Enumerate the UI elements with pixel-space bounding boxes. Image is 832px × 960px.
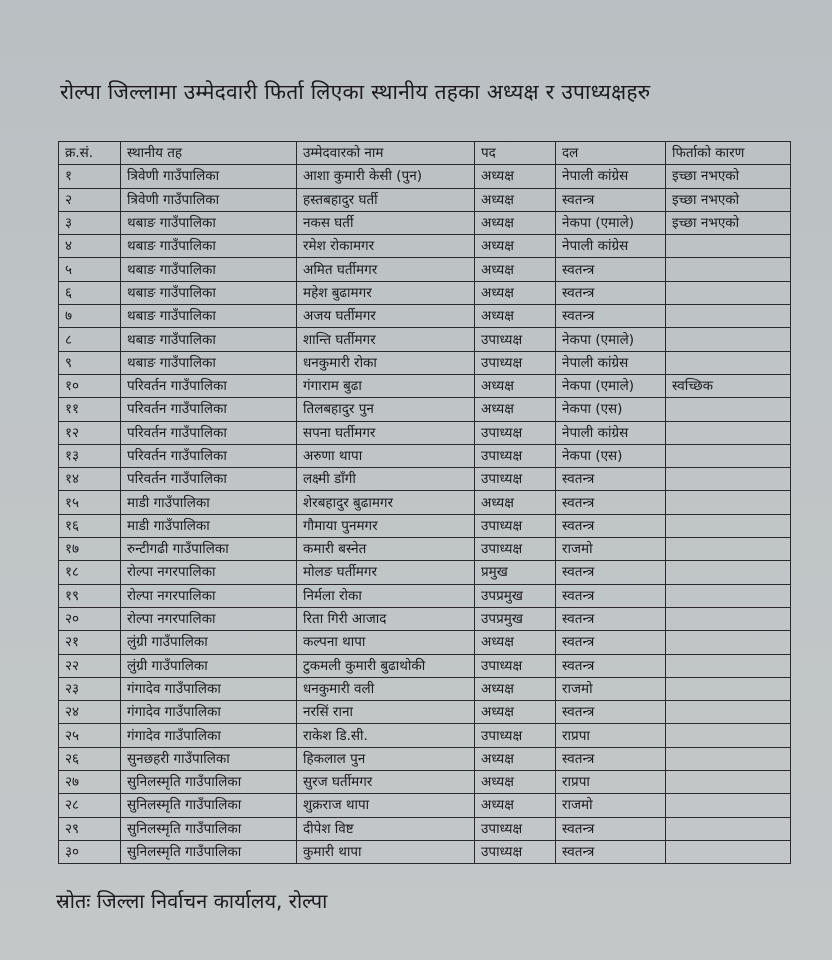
cell-withdrawal-reason — [666, 584, 791, 607]
cell-serial: १७ — [59, 538, 121, 561]
cell-party: स्वतन्त्र — [556, 188, 666, 211]
cell-serial: ३० — [59, 840, 121, 863]
cell-party: स्वतन्त्र — [556, 631, 666, 654]
cell-party: राजमो — [556, 538, 666, 561]
cell-post: अध्यक्ष — [475, 794, 556, 817]
cell-local-level: लुंग्री गाउँपालिका — [121, 654, 297, 677]
cell-post: अध्यक्ष — [475, 747, 556, 770]
table-row — [59, 351, 791, 374]
column-header-candidate-name: उम्मेदवारको नाम — [297, 142, 475, 165]
cell-post: उपप्रमुख — [475, 584, 556, 607]
cell-candidate-name: नरसिं राना — [297, 701, 475, 724]
cell-candidate-name: अमित घर्तीमगर — [297, 258, 475, 281]
cell-post: उपाध्यक्ष — [475, 468, 556, 491]
cell-serial: २२ — [59, 654, 121, 677]
cell-local-level: सुनछहरी गाउँपालिका — [121, 747, 297, 770]
cell-local-level: माडी गाउँपालिका — [121, 514, 297, 537]
cell-serial: २९ — [59, 817, 121, 840]
cell-party: राप्रपा — [556, 771, 666, 794]
cell-candidate-name: अजय घर्तीमगर — [297, 305, 475, 328]
cell-party: स्वतन्त्र — [556, 840, 666, 863]
column-header-local-level: स्थानीय तह — [121, 142, 297, 165]
cell-withdrawal-reason — [666, 305, 791, 328]
cell-serial: २३ — [59, 677, 121, 700]
cell-party: स्वतन्त्र — [556, 817, 666, 840]
cell-post: अध्यक्ष — [475, 281, 556, 304]
cell-candidate-name: तिलबहादुर पुन — [297, 398, 475, 421]
cell-party: राजमो — [556, 677, 666, 700]
cell-local-level: थबाङ गाउँपालिका — [121, 351, 297, 374]
cell-withdrawal-reason: इच्छा नभएको — [666, 165, 791, 188]
cell-post: उपाध्यक्ष — [475, 538, 556, 561]
cell-local-level: गंगादेव गाउँपालिका — [121, 724, 297, 747]
cell-serial: २० — [59, 607, 121, 630]
table-row — [59, 654, 791, 677]
cell-post: उपाध्यक्ष — [475, 444, 556, 467]
cell-post: अध्यक्ष — [475, 211, 556, 234]
cell-serial: २६ — [59, 747, 121, 770]
table-row — [59, 491, 791, 514]
cell-party: नेपाली कांग्रेस — [556, 421, 666, 444]
column-header-post: पद — [475, 142, 556, 165]
table-row — [59, 258, 791, 281]
cell-serial: ६ — [59, 281, 121, 304]
cell-post: उपाध्यक्ष — [475, 817, 556, 840]
cell-serial: १२ — [59, 421, 121, 444]
table-row — [59, 328, 791, 351]
cell-local-level: परिवर्तन गाउँपालिका — [121, 421, 297, 444]
cell-post: अध्यक्ष — [475, 701, 556, 724]
cell-candidate-name: निर्मला रोका — [297, 584, 475, 607]
cell-candidate-name: कुमारी थापा — [297, 840, 475, 863]
cell-post: प्रमुख — [475, 561, 556, 584]
column-header-withdrawal-reason: फिर्ताको कारण — [666, 142, 791, 165]
cell-withdrawal-reason — [666, 724, 791, 747]
cell-post: उपाध्यक्ष — [475, 724, 556, 747]
table-row — [59, 305, 791, 328]
cell-serial: १९ — [59, 584, 121, 607]
cell-withdrawal-reason — [666, 235, 791, 258]
cell-party: नेपाली कांग्रेस — [556, 165, 666, 188]
cell-serial: १८ — [59, 561, 121, 584]
cell-candidate-name: आशा कुमारी केसी (पुन) — [297, 165, 475, 188]
cell-party: नेकपा (एस) — [556, 444, 666, 467]
cell-local-level: त्रिवेणी गाउँपालिका — [121, 165, 297, 188]
cell-withdrawal-reason: स्वच्छिक — [666, 374, 791, 397]
cell-post: अध्यक्ष — [475, 235, 556, 258]
cell-party: स्वतन्त्र — [556, 584, 666, 607]
cell-serial: ८ — [59, 328, 121, 351]
cell-candidate-name: हस्तबहादुर घर्ती — [297, 188, 475, 211]
cell-serial: ३ — [59, 211, 121, 234]
cell-party: स्वतन्त्र — [556, 491, 666, 514]
cell-local-level: रोल्पा नगरपालिका — [121, 561, 297, 584]
cell-candidate-name: सुरज घर्तीमगर — [297, 771, 475, 794]
cell-withdrawal-reason — [666, 421, 791, 444]
cell-party: नेपाली कांग्रेस — [556, 351, 666, 374]
cell-local-level: थबाङ गाउँपालिका — [121, 235, 297, 258]
cell-serial: १ — [59, 165, 121, 188]
cell-local-level: त्रिवेणी गाउँपालिका — [121, 188, 297, 211]
cell-serial: १६ — [59, 514, 121, 537]
cell-candidate-name: कमारी बस्नेत — [297, 538, 475, 561]
cell-withdrawal-reason — [666, 817, 791, 840]
cell-local-level: थबाङ गाउँपालिका — [121, 281, 297, 304]
cell-serial: ११ — [59, 398, 121, 421]
cell-serial: ७ — [59, 305, 121, 328]
cell-serial: २७ — [59, 771, 121, 794]
cell-serial: १३ — [59, 444, 121, 467]
cell-post: अध्यक्ष — [475, 677, 556, 700]
cell-candidate-name: टुकमली कुमारी बुढाथोकी — [297, 654, 475, 677]
cell-withdrawal-reason — [666, 351, 791, 374]
withdrawn-candidates-table — [58, 141, 791, 864]
cell-local-level: थबाङ गाउँपालिका — [121, 258, 297, 281]
cell-local-level: माडी गाउँपालिका — [121, 491, 297, 514]
cell-party: नेकपा (एस) — [556, 398, 666, 421]
cell-local-level: परिवर्तन गाउँपालिका — [121, 468, 297, 491]
table-row — [59, 211, 791, 234]
table-row — [59, 165, 791, 188]
cell-party: स्वतन्त्र — [556, 468, 666, 491]
cell-party: नेकपा (एमाले) — [556, 328, 666, 351]
cell-withdrawal-reason — [666, 607, 791, 630]
cell-party: स्वतन्त्र — [556, 281, 666, 304]
table-row — [59, 701, 791, 724]
cell-party: नेपाली कांग्रेस — [556, 235, 666, 258]
table-row — [59, 724, 791, 747]
cell-withdrawal-reason — [666, 840, 791, 863]
cell-post: अध्यक्ष — [475, 491, 556, 514]
table-row — [59, 771, 791, 794]
table-row — [59, 607, 791, 630]
cell-withdrawal-reason — [666, 631, 791, 654]
table-row — [59, 374, 791, 397]
cell-party: स्वतन्त्र — [556, 654, 666, 677]
cell-local-level: गंगादेव गाउँपालिका — [121, 677, 297, 700]
cell-post: उपाध्यक्ष — [475, 421, 556, 444]
cell-party: नेकपा (एमाले) — [556, 374, 666, 397]
cell-party: स्वतन्त्र — [556, 258, 666, 281]
table-row — [59, 817, 791, 840]
cell-serial: २४ — [59, 701, 121, 724]
source-note: स्रोतः जिल्ला निर्वाचन कार्यालय, रोल्पा — [56, 889, 328, 913]
table-row — [59, 468, 791, 491]
cell-local-level: परिवर्तन गाउँपालिका — [121, 398, 297, 421]
cell-withdrawal-reason — [666, 747, 791, 770]
cell-withdrawal-reason — [666, 771, 791, 794]
cell-post: उपाध्यक्ष — [475, 328, 556, 351]
cell-candidate-name: मोलङ घर्तीमगर — [297, 561, 475, 584]
cell-post: अध्यक्ष — [475, 374, 556, 397]
cell-post: अध्यक्ष — [475, 398, 556, 421]
table-row — [59, 398, 791, 421]
cell-candidate-name: अरुणा थापा — [297, 444, 475, 467]
cell-serial: ५ — [59, 258, 121, 281]
cell-candidate-name: गंगाराम बुढा — [297, 374, 475, 397]
document-title: रोल्पा जिल्लामा उम्मेदवारी फिर्ता लिएका स्थानीय तहका अध्यक्ष र उपाध्यक्षहरु — [60, 80, 651, 104]
table-row — [59, 235, 791, 258]
cell-candidate-name: लक्ष्मी डाँगी — [297, 468, 475, 491]
cell-local-level: परिवर्तन गाउँपालिका — [121, 374, 297, 397]
cell-candidate-name: हिकलाल पुन — [297, 747, 475, 770]
table-row — [59, 538, 791, 561]
cell-local-level: गंगादेव गाउँपालिका — [121, 701, 297, 724]
cell-withdrawal-reason — [666, 444, 791, 467]
cell-party: स्वतन्त्र — [556, 561, 666, 584]
cell-withdrawal-reason — [666, 258, 791, 281]
cell-withdrawal-reason — [666, 281, 791, 304]
cell-withdrawal-reason — [666, 654, 791, 677]
cell-post: अध्यक्ष — [475, 188, 556, 211]
cell-post: उपाध्यक्ष — [475, 514, 556, 537]
cell-post: अध्यक्ष — [475, 165, 556, 188]
table-row — [59, 561, 791, 584]
cell-candidate-name: कल्पना थापा — [297, 631, 475, 654]
cell-withdrawal-reason — [666, 514, 791, 537]
cell-post: अध्यक्ष — [475, 771, 556, 794]
table-header-row — [59, 142, 791, 165]
cell-local-level: परिवर्तन गाउँपालिका — [121, 444, 297, 467]
cell-party: स्वतन्त्र — [556, 607, 666, 630]
table-row — [59, 840, 791, 863]
cell-candidate-name: रिता गिरी आजाद — [297, 607, 475, 630]
cell-local-level: थबाङ गाउँपालिका — [121, 328, 297, 351]
table-row — [59, 584, 791, 607]
cell-serial: ४ — [59, 235, 121, 258]
table-row — [59, 794, 791, 817]
table-row — [59, 747, 791, 770]
cell-candidate-name: शान्ति घर्तीमगर — [297, 328, 475, 351]
cell-post: उपाध्यक्ष — [475, 351, 556, 374]
cell-post: अध्यक्ष — [475, 258, 556, 281]
cell-local-level: थबाङ गाउँपालिका — [121, 211, 297, 234]
column-header-serial: क्र.सं. — [59, 142, 121, 165]
cell-candidate-name: गौमाया पुनमगर — [297, 514, 475, 537]
cell-candidate-name: रमेश रोकामगर — [297, 235, 475, 258]
cell-withdrawal-reason: इच्छा नभएको — [666, 188, 791, 211]
cell-candidate-name: नकस घर्ती — [297, 211, 475, 234]
table-row — [59, 281, 791, 304]
cell-candidate-name: राकेश डि.सी. — [297, 724, 475, 747]
cell-party: स्वतन्त्र — [556, 305, 666, 328]
cell-post: अध्यक्ष — [475, 305, 556, 328]
cell-post: अध्यक्ष — [475, 631, 556, 654]
cell-withdrawal-reason — [666, 561, 791, 584]
cell-candidate-name: शुक्रराज थापा — [297, 794, 475, 817]
cell-serial: २१ — [59, 631, 121, 654]
cell-candidate-name: सपना घर्तीमगर — [297, 421, 475, 444]
cell-candidate-name: शेरबहादुर बुढामगर — [297, 491, 475, 514]
cell-withdrawal-reason — [666, 538, 791, 561]
cell-party: स्वतन्त्र — [556, 747, 666, 770]
cell-serial: २५ — [59, 724, 121, 747]
cell-post: उपाध्यक्ष — [475, 840, 556, 863]
cell-serial: १५ — [59, 491, 121, 514]
table-row — [59, 444, 791, 467]
cell-local-level: रुन्टीगढी गाउँपालिका — [121, 538, 297, 561]
cell-withdrawal-reason — [666, 468, 791, 491]
cell-withdrawal-reason — [666, 794, 791, 817]
cell-candidate-name: दीपेश विष्ट — [297, 817, 475, 840]
cell-withdrawal-reason: इच्छा नभएको — [666, 211, 791, 234]
cell-local-level: सुनिलस्मृति गाउँपालिका — [121, 817, 297, 840]
table-body — [59, 165, 791, 864]
cell-withdrawal-reason — [666, 328, 791, 351]
cell-local-level: रोल्पा नगरपालिका — [121, 584, 297, 607]
cell-withdrawal-reason — [666, 398, 791, 421]
cell-party: नेकपा (एमाले) — [556, 211, 666, 234]
cell-candidate-name: महेश बुढामगर — [297, 281, 475, 304]
cell-local-level: थबाङ गाउँपालिका — [121, 305, 297, 328]
cell-withdrawal-reason — [666, 677, 791, 700]
table-row — [59, 631, 791, 654]
column-header-party: दल — [556, 142, 666, 165]
cell-withdrawal-reason — [666, 491, 791, 514]
table-row — [59, 421, 791, 444]
cell-serial: १० — [59, 374, 121, 397]
cell-serial: २ — [59, 188, 121, 211]
cell-withdrawal-reason — [666, 701, 791, 724]
table-row — [59, 514, 791, 537]
cell-serial: ९ — [59, 351, 121, 374]
cell-local-level: रोल्पा नगरपालिका — [121, 607, 297, 630]
cell-local-level: सुनिलस्मृति गाउँपालिका — [121, 794, 297, 817]
cell-party: स्वतन्त्र — [556, 514, 666, 537]
cell-local-level: सुनिलस्मृति गाउँपालिका — [121, 771, 297, 794]
table-row — [59, 188, 791, 211]
cell-candidate-name: धनकुमारी वली — [297, 677, 475, 700]
table-row — [59, 677, 791, 700]
cell-party: स्वतन्त्र — [556, 701, 666, 724]
cell-party: राप्रपा — [556, 724, 666, 747]
cell-serial: १४ — [59, 468, 121, 491]
cell-local-level: लुंग्री गाउँपालिका — [121, 631, 297, 654]
cell-candidate-name: धनकुमारी रोका — [297, 351, 475, 374]
cell-local-level: सुनिलस्मृति गाउँपालिका — [121, 840, 297, 863]
cell-post: उपप्रमुख — [475, 607, 556, 630]
cell-serial: २८ — [59, 794, 121, 817]
cell-post: उपाध्यक्ष — [475, 654, 556, 677]
cell-party: राजमो — [556, 794, 666, 817]
